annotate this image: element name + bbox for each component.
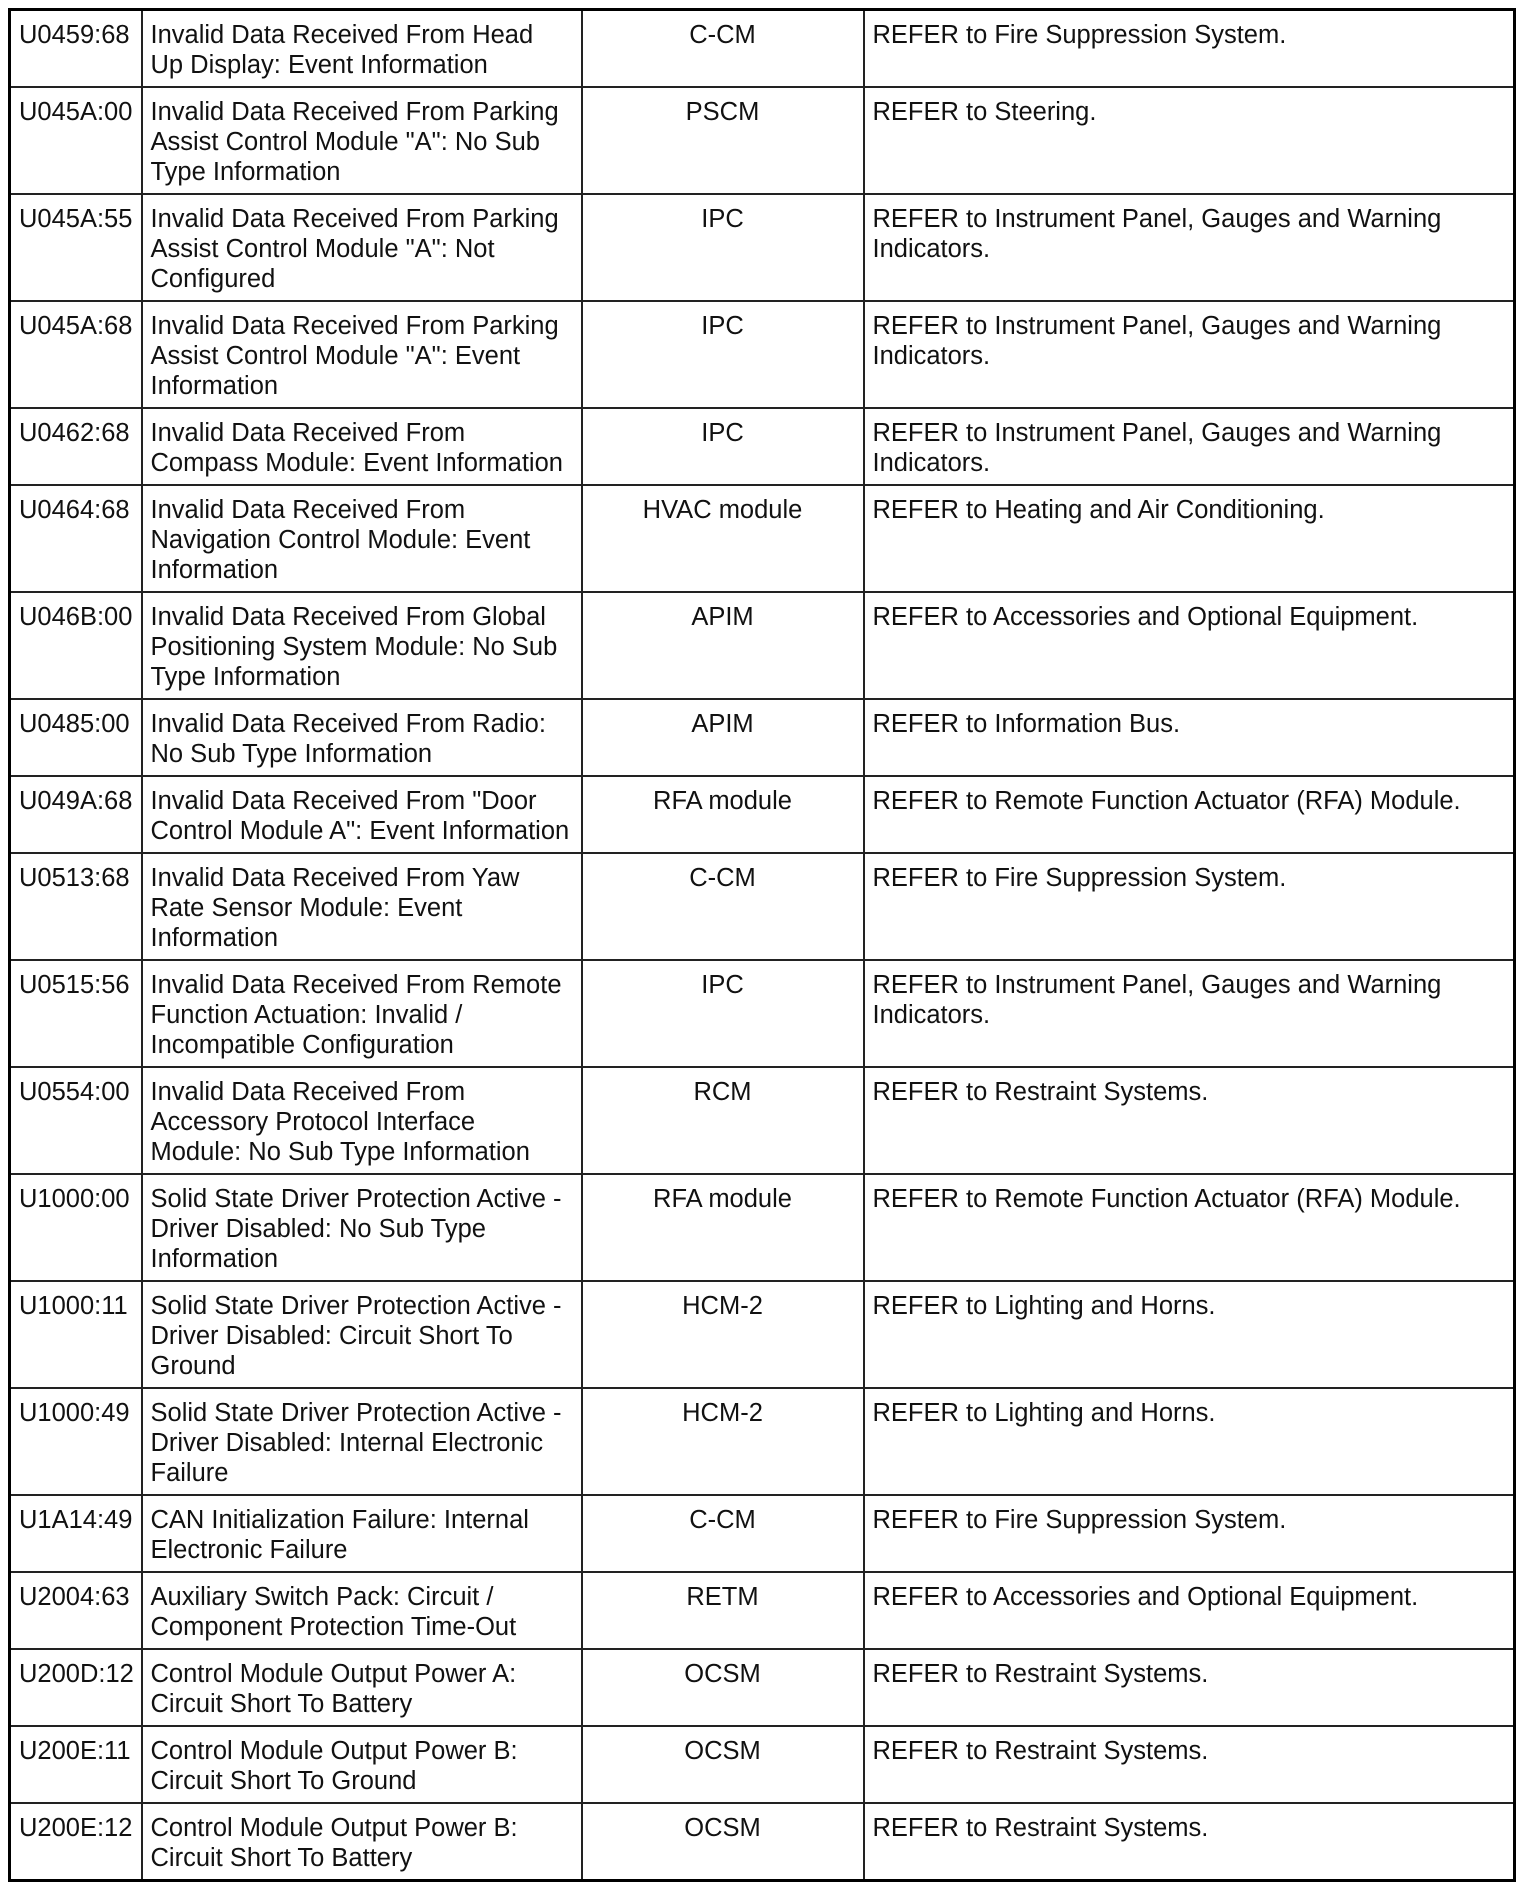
dtc-module: C-CM: [582, 1495, 864, 1572]
dtc-code: U200E:12: [10, 1803, 142, 1881]
dtc-module: APIM: [582, 699, 864, 776]
dtc-module: RCM: [582, 1067, 864, 1174]
dtc-code: U0515:56: [10, 960, 142, 1067]
dtc-description: Control Module Output Power A: Circuit Short To Battery: [142, 1649, 582, 1726]
dtc-code: U046B:00: [10, 592, 142, 699]
dtc-description: Invalid Data Received From "Door Control Module A": Event Information: [142, 776, 582, 853]
dtc-description: Invalid Data Received From Parking Assist Control Module "A": Event Information: [142, 301, 582, 408]
dtc-code: U1A14:49: [10, 1495, 142, 1572]
dtc-description: Solid State Driver Protection Active -Driver Disabled: No Sub Type Information: [142, 1174, 582, 1281]
dtc-module: OCSM: [582, 1726, 864, 1803]
dtc-description: CAN Initialization Failure: Internal Electronic Failure: [142, 1495, 582, 1572]
dtc-module: HVAC module: [582, 485, 864, 592]
dtc-description: Invalid Data Received From Radio: No Sub Type Information: [142, 699, 582, 776]
dtc-module: C-CM: [582, 853, 864, 960]
dtc-code: U045A:00: [10, 87, 142, 194]
dtc-description: Invalid Data Received From Remote Function Actuation: Invalid / Incompatible Configuration: [142, 960, 582, 1067]
dtc-code: U045A:68: [10, 301, 142, 408]
dtc-action: REFER to Fire Suppression System.: [864, 1495, 1515, 1572]
dtc-code: U0462:68: [10, 408, 142, 485]
dtc-action: REFER to Instrument Panel, Gauges and Warning Indicators.: [864, 960, 1515, 1067]
dtc-action: REFER to Lighting and Horns.: [864, 1388, 1515, 1495]
dtc-action: REFER to Accessories and Optional Equipment.: [864, 592, 1515, 699]
dtc-description: Solid State Driver Protection Active -Driver Disabled: Circuit Short To Ground: [142, 1281, 582, 1388]
table-row: [10, 1803, 1515, 1881]
table-row: [10, 1572, 1515, 1649]
dtc-description: Invalid Data Received From Head Up Display: Event Information: [142, 10, 582, 88]
dtc-code: U0459:68: [10, 10, 142, 88]
dtc-action: REFER to Accessories and Optional Equipment.: [864, 1572, 1515, 1649]
dtc-code: U0464:68: [10, 485, 142, 592]
dtc-code: U045A:55: [10, 194, 142, 301]
dtc-module: IPC: [582, 194, 864, 301]
dtc-module: IPC: [582, 960, 864, 1067]
dtc-action: REFER to Restraint Systems.: [864, 1649, 1515, 1726]
dtc-description: Invalid Data Received From Global Positioning System Module: No Sub Type Information: [142, 592, 582, 699]
dtc-description: Auxiliary Switch Pack: Circuit / Component Protection Time-Out: [142, 1572, 582, 1649]
table-row: [10, 592, 1515, 699]
dtc-code: U0513:68: [10, 853, 142, 960]
dtc-action: REFER to Instrument Panel, Gauges and Warning Indicators.: [864, 408, 1515, 485]
dtc-code: U049A:68: [10, 776, 142, 853]
dtc-action: REFER to Restraint Systems.: [864, 1067, 1515, 1174]
dtc-module: IPC: [582, 301, 864, 408]
dtc-code: U200D:12: [10, 1649, 142, 1726]
table-row: [10, 699, 1515, 776]
dtc-action: REFER to Information Bus.: [864, 699, 1515, 776]
dtc-code: U0554:00: [10, 1067, 142, 1174]
dtc-action: REFER to Remote Function Actuator (RFA) Module.: [864, 776, 1515, 853]
dtc-action: REFER to Restraint Systems.: [864, 1803, 1515, 1881]
dtc-module: RFA module: [582, 1174, 864, 1281]
dtc-code: U0485:00: [10, 699, 142, 776]
table-row: [10, 408, 1515, 485]
dtc-code: U1000:49: [10, 1388, 142, 1495]
dtc-description: Invalid Data Received From Parking Assist Control Module "A": No Sub Type Information: [142, 87, 582, 194]
dtc-module: RFA module: [582, 776, 864, 853]
dtc-code: U1000:11: [10, 1281, 142, 1388]
dtc-module: APIM: [582, 592, 864, 699]
table-row: [10, 10, 1515, 88]
table-row: [10, 1649, 1515, 1726]
dtc-action: REFER to Fire Suppression System.: [864, 853, 1515, 960]
dtc-module: RETM: [582, 1572, 864, 1649]
table-row: [10, 960, 1515, 1067]
dtc-action: REFER to Steering.: [864, 87, 1515, 194]
dtc-action: REFER to Restraint Systems.: [864, 1726, 1515, 1803]
dtc-action: REFER to Instrument Panel, Gauges and Warning Indicators.: [864, 301, 1515, 408]
dtc-action: REFER to Lighting and Horns.: [864, 1281, 1515, 1388]
dtc-description: Invalid Data Received From Yaw Rate Sensor Module: Event Information: [142, 853, 582, 960]
table-row: [10, 485, 1515, 592]
dtc-table: [8, 8, 1516, 1882]
dtc-code: U2004:63: [10, 1572, 142, 1649]
dtc-table-body: [10, 10, 1515, 1881]
table-row: [10, 194, 1515, 301]
dtc-module: IPC: [582, 408, 864, 485]
dtc-module: C-CM: [582, 10, 864, 88]
dtc-description: Control Module Output Power B: Circuit Short To Battery: [142, 1803, 582, 1881]
table-row: [10, 1281, 1515, 1388]
dtc-description: Invalid Data Received From Navigation Control Module: Event Information: [142, 485, 582, 592]
dtc-action: REFER to Fire Suppression System.: [864, 10, 1515, 88]
table-row: [10, 1174, 1515, 1281]
dtc-module: HCM-2: [582, 1388, 864, 1495]
table-row: [10, 853, 1515, 960]
table-row: [10, 1388, 1515, 1495]
table-row: [10, 776, 1515, 853]
table-row: [10, 1495, 1515, 1572]
dtc-description: Solid State Driver Protection Active -Driver Disabled: Internal Electronic Failure: [142, 1388, 582, 1495]
table-row: [10, 301, 1515, 408]
dtc-code: U1000:00: [10, 1174, 142, 1281]
dtc-module: OCSM: [582, 1803, 864, 1881]
dtc-description: Invalid Data Received From Accessory Protocol Interface Module: No Sub Type Information: [142, 1067, 582, 1174]
dtc-module: PSCM: [582, 87, 864, 194]
dtc-action: REFER to Remote Function Actuator (RFA) Module.: [864, 1174, 1515, 1281]
table-row: [10, 87, 1515, 194]
dtc-description: Invalid Data Received From Parking Assist Control Module "A": Not Configured: [142, 194, 582, 301]
dtc-action: REFER to Heating and Air Conditioning.: [864, 485, 1515, 592]
table-row: [10, 1067, 1515, 1174]
dtc-code: U200E:11: [10, 1726, 142, 1803]
dtc-description: Invalid Data Received From Compass Module: Event Information: [142, 408, 582, 485]
table-row: [10, 1726, 1515, 1803]
dtc-description: Control Module Output Power B: Circuit Short To Ground: [142, 1726, 582, 1803]
dtc-module: HCM-2: [582, 1281, 864, 1388]
dtc-action: REFER to Instrument Panel, Gauges and Warning Indicators.: [864, 194, 1515, 301]
dtc-module: OCSM: [582, 1649, 864, 1726]
